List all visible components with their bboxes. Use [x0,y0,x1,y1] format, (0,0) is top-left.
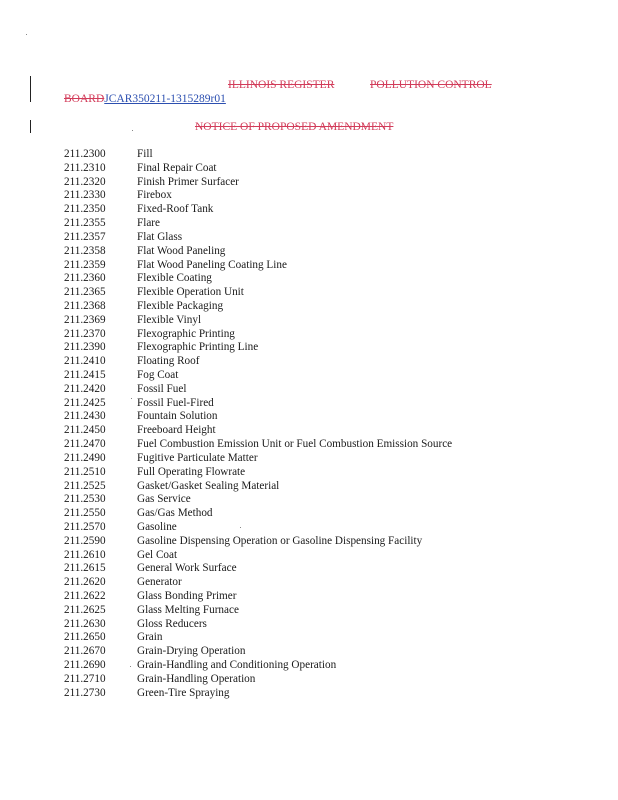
definition-row [64,438,452,452]
defined-term: Fossil Fuel-Fired [137,396,214,409]
section-number: 211.2355 [64,217,106,230]
section-number: 211.2420 [64,382,106,395]
section-number: 211.2630 [64,617,106,630]
definition-row [64,286,452,300]
defined-term: Finish Primer Surfacer [137,175,239,188]
section-number: 211.2370 [64,327,106,340]
section-number: 211.2430 [64,410,106,423]
defined-term: Flexible Operation Unit [137,286,244,299]
definition-row [64,687,452,701]
scan-speck [26,34,27,35]
defined-term: Flexible Vinyl [137,313,202,326]
definition-row [64,521,452,535]
section-number: 211.2320 [64,175,106,188]
definition-row [64,590,452,604]
agency-name-continued: BOARD [64,93,105,105]
definition-row [64,162,452,176]
defined-term: General Work Surface [137,562,237,575]
definition-row [64,314,452,328]
definition-row [64,245,452,259]
section-number: 211.2358 [64,244,106,257]
defined-term: Gas Service [137,493,191,506]
definition-row [64,535,452,549]
defined-term: Flexible Packaging [137,299,224,312]
jcar-code: JCAR350211-1315289r01 [104,93,226,105]
definition-row [64,549,452,563]
section-number: 211.2590 [64,534,106,547]
defined-term: Freeboard Height [137,424,216,437]
definition-row [64,203,452,217]
defined-term: Fuel Combustion Emission Unit or Fuel Combustion Emission Source [137,438,453,451]
section-number: 211.2365 [64,286,106,299]
definition-row [64,341,452,355]
definition-row [64,562,452,576]
defined-term: Flexographic Printing Line [137,341,259,354]
defined-term: Flexographic Printing [137,327,235,340]
defined-term: Gasket/Gasket Sealing Material [137,479,280,492]
section-number: 211.2415 [64,369,106,381]
section-number: 211.2300 [64,148,106,160]
section-number: 211.2369 [64,313,106,326]
definition-row [64,176,452,190]
section-number: 211.2450 [64,424,106,437]
defined-term: Firebox [137,189,172,202]
section-number: 211.2310 [64,161,106,174]
defined-term: Grain-Drying Operation [137,645,246,658]
defined-term: Fill [137,148,153,160]
section-number: 211.2670 [64,645,106,658]
definition-row [64,231,452,245]
page-header-line2 [64,93,226,109]
section-number: 211.2610 [64,548,106,561]
defined-term: Grain-Handling Operation [137,672,256,685]
definition-row [64,272,452,286]
definition-row [64,383,452,397]
section-number: 211.2390 [64,341,106,354]
definition-row [64,355,452,369]
definition-row [64,673,452,687]
defined-term: Generator [137,576,182,589]
definition-row [64,618,452,632]
defined-term: Gloss Reducers [137,617,207,630]
defined-term: Floating Roof [137,355,200,368]
definition-row [64,466,452,480]
section-number: 211.2368 [64,299,106,312]
section-number: 211.2525 [64,479,106,492]
section-number: 211.2570 [64,520,106,533]
section-number: 211.2650 [64,631,106,644]
defined-term: Final Repair Coat [137,161,217,174]
scan-speck [132,130,133,131]
definition-row [64,410,452,424]
section-number: 211.2410 [64,355,106,368]
defined-term: Full Operating Flowrate [137,465,246,478]
section-number: 211.2710 [64,672,106,685]
agency-name: POLLUTION CONTROL [370,79,492,91]
defined-term: Flat Wood Paneling [137,244,226,257]
definition-row [64,369,452,383]
definition-row [64,217,452,231]
definition-row [64,328,452,342]
section-number: 211.2625 [64,603,106,616]
defined-term: Gasoline [137,520,177,533]
definition-row [64,300,452,314]
definition-row [64,576,452,590]
definition-row [64,480,452,494]
defined-term: Grain-Handling and Conditioning Operation [137,659,337,672]
section-number: 211.2510 [64,465,106,478]
defined-term: Fixed-Roof Tank [137,203,214,216]
section-number: 211.2490 [64,451,106,464]
definition-row [64,507,452,521]
definition-row [64,604,452,618]
defined-term: Fugitive Particulate Matter [137,451,258,464]
section-number: 211.2620 [64,576,106,589]
section-number: 211.2690 [64,659,106,672]
defined-term: Glass Bonding Primer [137,590,237,602]
definition-row [64,631,452,645]
defined-term: Flat Glass [137,230,183,243]
section-number: 211.2550 [64,507,106,520]
defined-term: Fog Coat [137,369,179,381]
revision-bar [30,120,31,133]
section-number: 211.2350 [64,203,106,216]
section-number: 211.2357 [64,230,106,243]
defined-term: Flexible Coating [137,272,212,285]
defined-term: Flare [137,217,160,230]
definition-row [64,659,452,673]
section-number: 211.2730 [64,686,106,699]
definition-row [64,645,452,659]
definition-row [64,148,452,162]
definition-row [64,189,452,203]
defined-term: Flat Wood Paneling Coating Line [137,258,287,271]
section-number: 211.2359 [64,258,106,271]
defined-term: Gel Coat [137,548,178,561]
definition-row [64,259,452,273]
section-number: 211.2360 [64,272,106,285]
definition-row [64,424,452,438]
definition-row [64,397,452,411]
section-number: 211.2622 [64,590,106,602]
section-number: 211.2330 [64,189,106,202]
defined-term: Green-Tire Spraying [137,686,230,699]
section-number: 211.2530 [64,493,106,506]
defined-term: Gas/Gas Method [137,507,213,520]
definitions-list [64,148,452,701]
defined-term: Fountain Solution [137,410,218,423]
section-number: 211.2425 [64,396,106,409]
defined-term: Grain [137,631,163,644]
register-title: ILLINOIS REGISTER [228,79,335,91]
notice-title: NOTICE OF PROPOSED AMENDMENT [195,121,394,133]
defined-term: Fossil Fuel [137,382,187,395]
definition-row [64,452,452,466]
defined-term: Glass Melting Furnace [137,603,239,616]
definition-row [64,493,452,507]
section-number: 211.2470 [64,438,106,451]
defined-term: Gasoline Dispensing Operation or Gasoline Dispensing Facility [137,534,423,547]
section-number: 211.2615 [64,562,106,575]
